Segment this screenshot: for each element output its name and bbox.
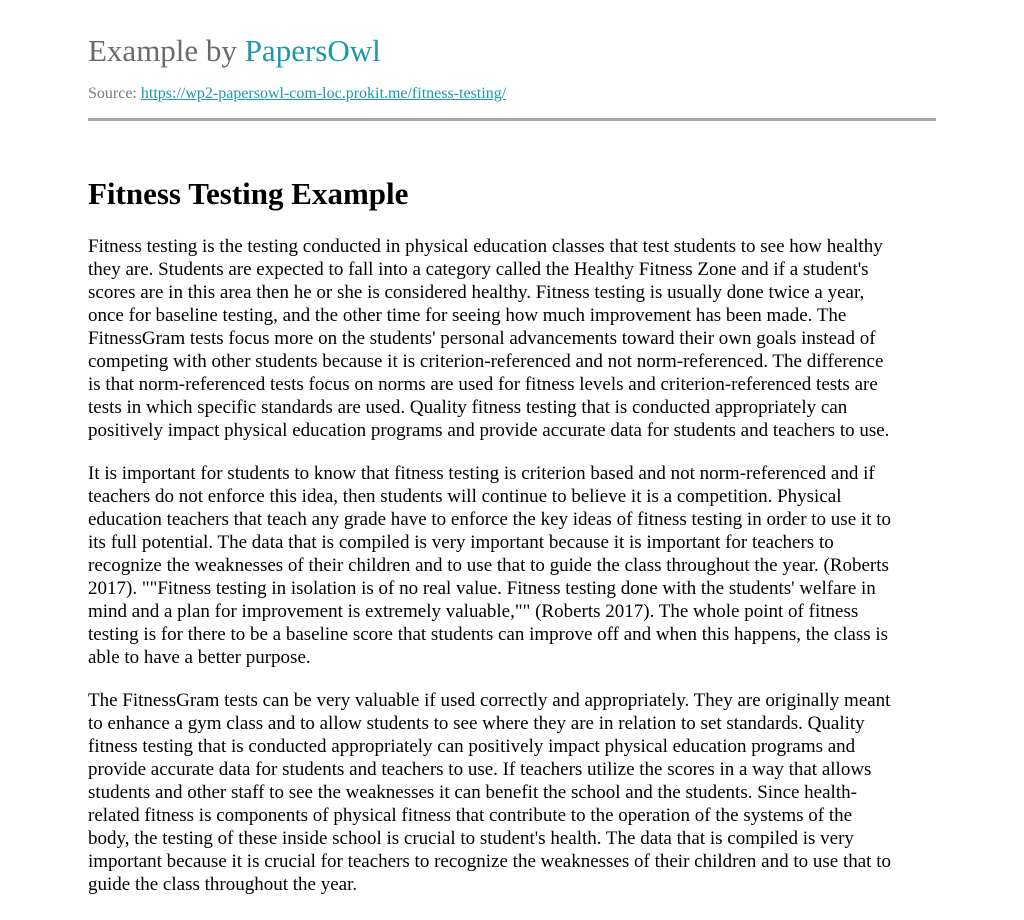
article-paragraph bbox=[88, 462, 936, 669]
paragraph-line: able to have a better purpose. bbox=[88, 647, 311, 668]
paragraph-line: It is important for students to know that fitness testing is criterion based and not norm-referenced and if bbox=[88, 463, 875, 484]
article-title: Fitness Testing Example bbox=[88, 176, 409, 211]
paragraph-line: education teachers that teach any grade have to enforce the key ideas of fitness testing in order to use it to bbox=[88, 509, 891, 530]
paragraph-line: tests in which specific standards are used. Quality fitness testing that is conducted appropriately can bbox=[88, 397, 848, 418]
paragraph-line: FitnessGram tests focus more on the students' personal advancements toward their own goals instead of bbox=[88, 328, 876, 349]
header-divider bbox=[88, 118, 936, 121]
paragraph-line: competing with other students because it is criterion-referenced and not norm-referenced. The difference bbox=[88, 351, 884, 372]
paragraph-line: testing is for there to be a baseline score that students can improve off and when this happens, the class is bbox=[88, 624, 889, 645]
source-link[interactable]: https://wp2-papersowl-com-loc.prokit.me/fitness-testing/ bbox=[140, 85, 507, 102]
source-label: Source: bbox=[88, 85, 137, 102]
paragraph-line: mind and a plan for improvement is extremely valuable,"" (Roberts 2017). The whole point of fitness bbox=[88, 601, 859, 622]
paragraph-line: body, the testing of these inside school is crucial to student's health. The data that is compiled is very bbox=[88, 828, 854, 849]
paragraph-line: scores are in this area then he or she is considered healthy. Fitness testing is usually done twice a year, bbox=[88, 282, 865, 303]
paragraph-line: they are. Students are expected to fall into a category called the Healthy Fitness Zone and if a student's bbox=[88, 259, 869, 280]
paragraph-line: Fitness testing is the testing conducted in physical education classes that test students to see how healthy bbox=[88, 236, 883, 257]
article-paragraph bbox=[88, 689, 936, 896]
brand-name: PapersOwl bbox=[244, 33, 381, 68]
paragraph-line: once for baseline testing, and the other time for seeing how much improvement has been made. The bbox=[88, 305, 847, 326]
document-page bbox=[88, 0, 936, 916]
paragraph-line: is that norm-referenced tests focus on norms are used for fitness levels and criterion-referenced tests are bbox=[88, 374, 878, 395]
paragraph-line: provide accurate data for students and teachers to use. If teachers utilize the scores in a way that allows bbox=[88, 759, 872, 780]
paragraph-line: important because it is crucial for teachers to recognize the weaknesses of their children and to use that to bbox=[88, 851, 891, 872]
paragraph-line: 2017). ""Fitness testing in isolation is of no real value. Fitness testing done with the students' welfare in bbox=[88, 578, 876, 599]
paragraph-line: related fitness is components of physical fitness that contribute to the operation of the systems of the bbox=[88, 805, 853, 826]
paragraph-line: guide the class throughout the year. bbox=[88, 874, 358, 895]
paragraph-line: its full potential. The data that is compiled is very important because it is important for teachers to bbox=[88, 532, 834, 553]
brand-prefix: Example by bbox=[88, 33, 237, 68]
paragraph-line: recognize the weaknesses of their children and to use that to guide the class throughout the year. (Roberts bbox=[88, 555, 889, 576]
paragraph-line: fitness testing that is conducted appropriately can positively impact physical education programs and bbox=[88, 736, 856, 757]
article-paragraph bbox=[88, 235, 936, 442]
paragraph-line: teachers do not enforce this idea, then students will continue to believe it is a competition. Physical bbox=[88, 486, 842, 507]
brand-heading bbox=[88, 0, 936, 69]
paragraph-line: students and other staff to see the weaknesses it can benefit the school and the students. Since health- bbox=[88, 782, 857, 803]
paragraph-line: to enhance a gym class and to allow students to see where they are in relation to set standards. Quality bbox=[88, 713, 865, 734]
article-body bbox=[88, 235, 936, 896]
source-line bbox=[88, 84, 936, 104]
paragraph-line: The FitnessGram tests can be very valuable if used correctly and appropriately. They are originally meant bbox=[88, 690, 891, 711]
paragraph-line: positively impact physical education programs and provide accurate data for students and teachers to use. bbox=[88, 420, 890, 441]
